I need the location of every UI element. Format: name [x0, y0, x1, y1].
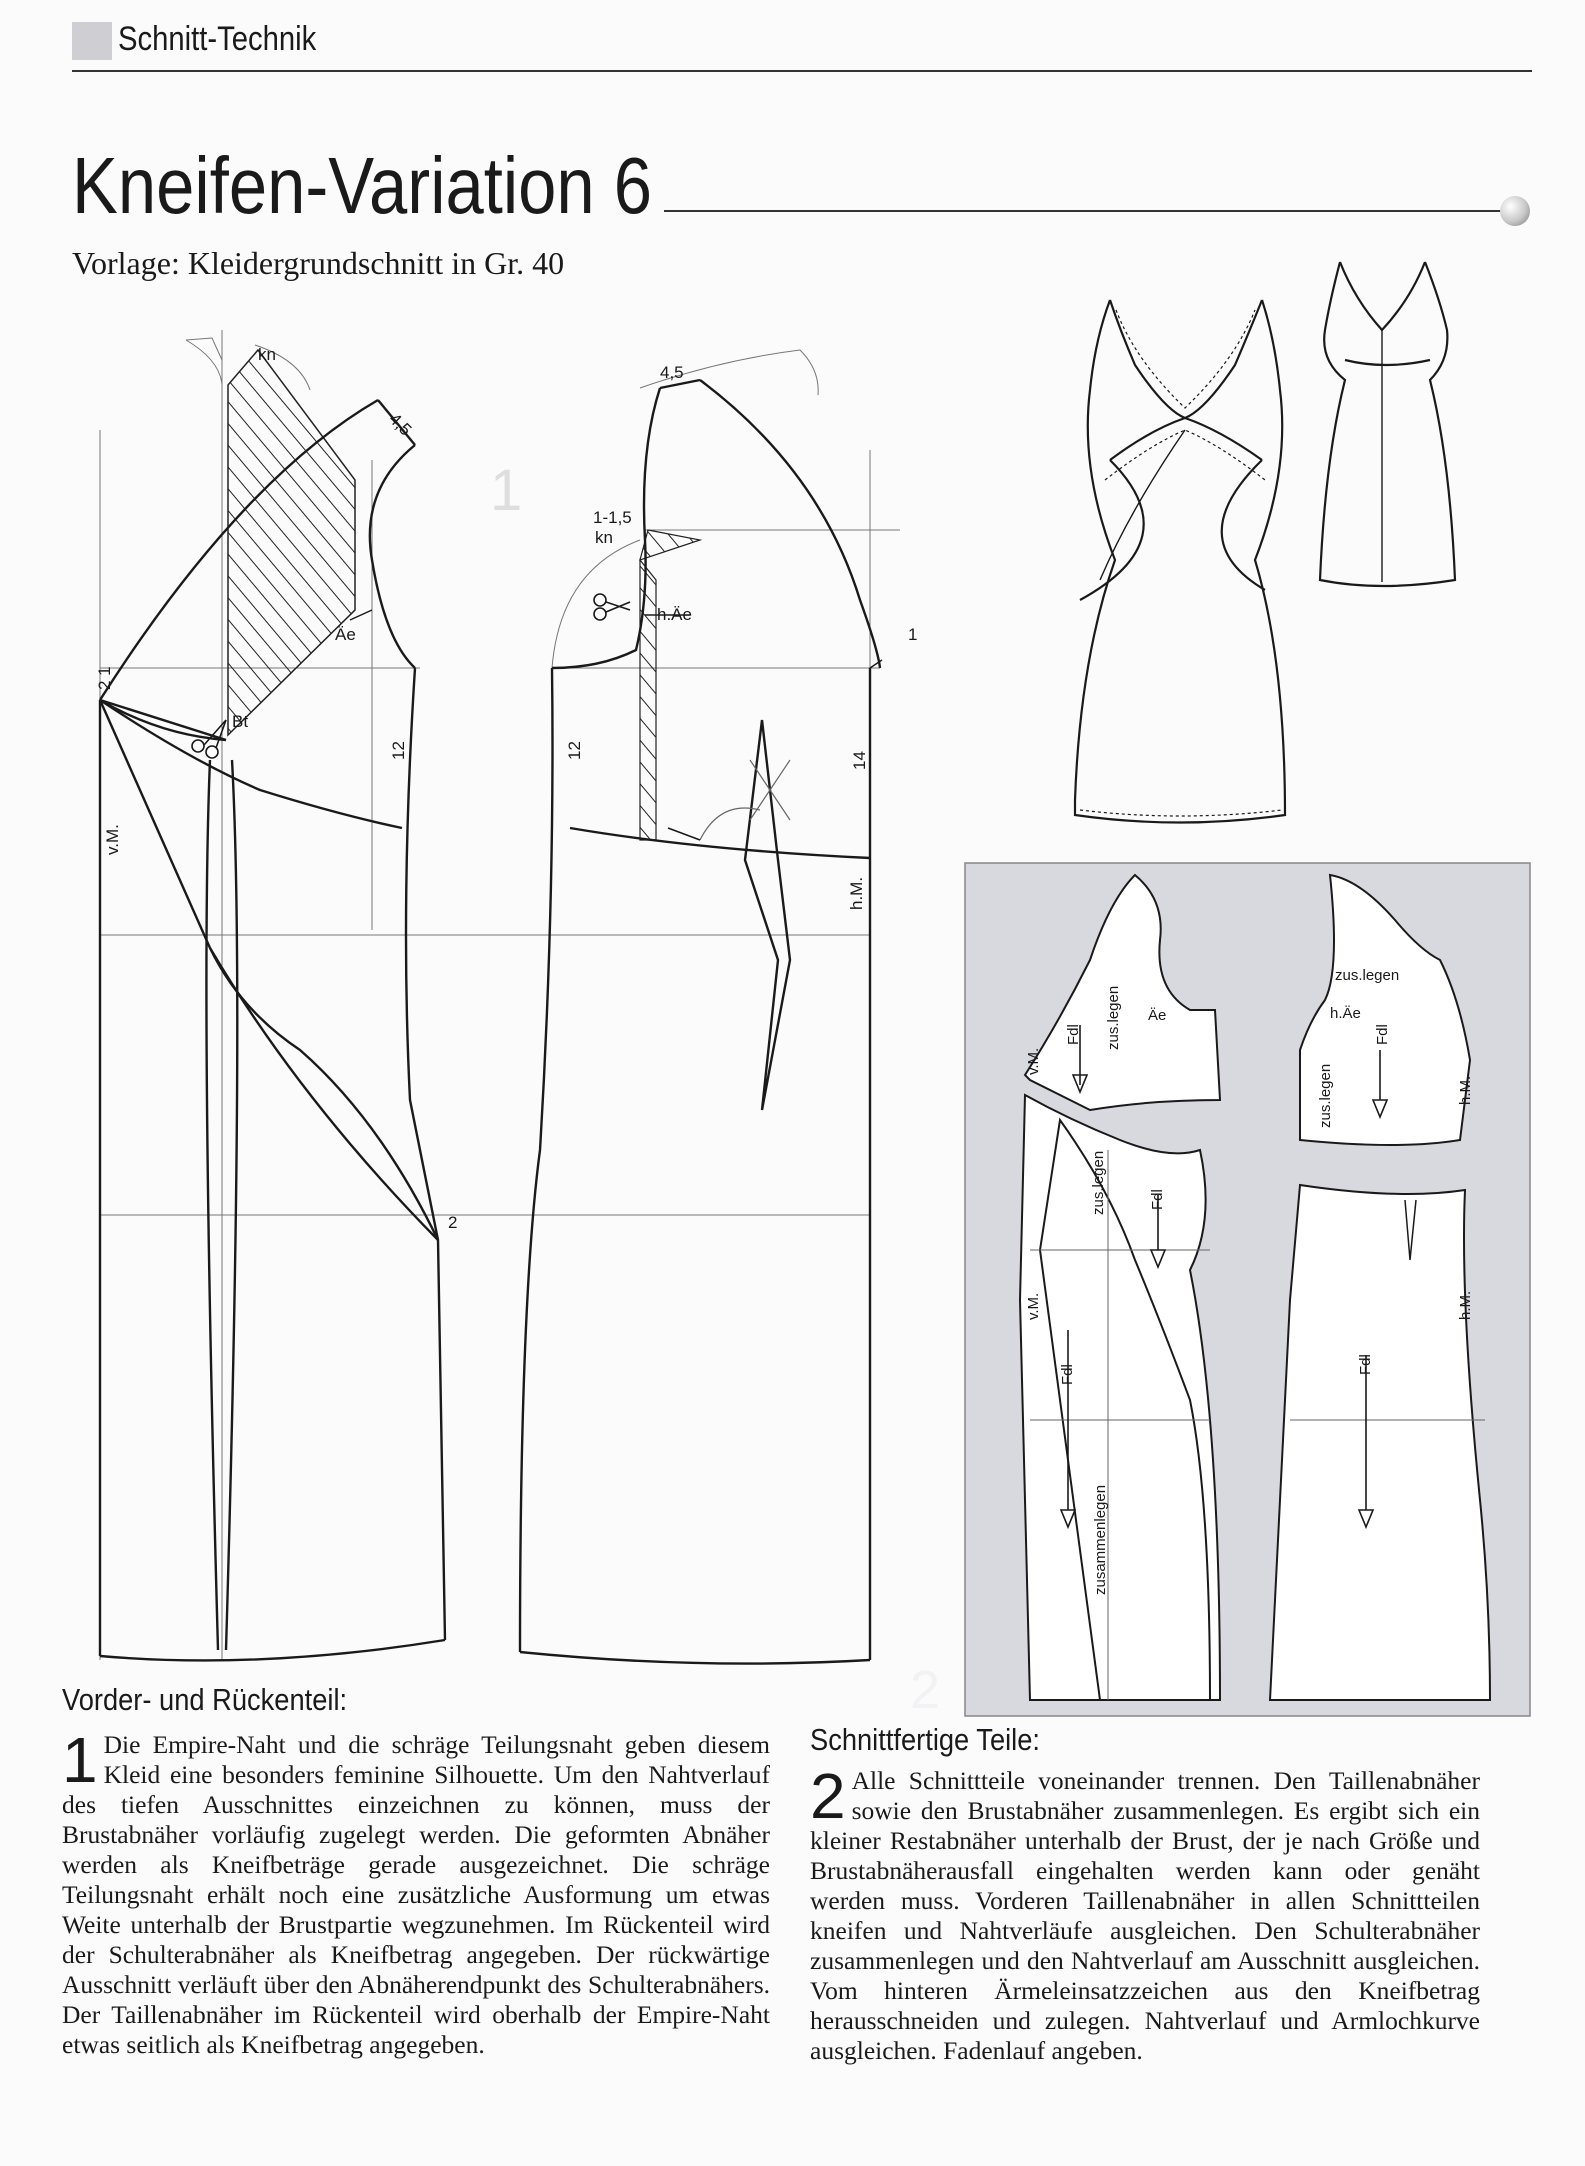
label-fdl-1: Fdl — [1065, 1024, 1082, 1045]
section2-text: Alle Schnittteile voneinander trennen. Den Taillenabnäher sowie den Brustabnäher zusammenlegen. Es ergibt sich ein kleiner Restabnäher unterhalb der Brust, der je nach Größe und Brustabnäherausfall eingehalten werden kann oder genäht werden muss. Vorderen Taillenabnäher in allen Schnittteilen kneifen und Nahtverläufe ausgleichen. Den Schulterabnäher zusammenlegen und den Nahtverlauf am Ausschnitt ausgleichen. Vom hinteren Ärmeleinsatzzeichen aus den Kneifbetrag herausschneiden und zulegen. Nahtverlauf und Armlochkurve ausgleichen. Fadenlauf angeben. — [810, 1766, 1480, 2065]
label-zuslegen-1: zus.legen — [1105, 985, 1122, 1050]
label-hm-piece-2: h.M. — [1457, 1290, 1474, 1320]
label-hae: h.Äe — [657, 605, 692, 624]
label-kn: kn — [258, 345, 276, 364]
label-zuslegen-2: zus.legen — [1335, 967, 1400, 984]
section1-text: Die Empire-Naht und die schräge Teilungsnaht geben diesem Kleid eine besonders feminine Silhouette. Um den Nahtverlauf des tiefen Ausschnittes einzeichnen zu können, muss der Brustabnäher vorläufig zugelegt werden. Die geformten Abnäher werden als Kneifbeträge gerade ausgezeichnet. Die schräge Teilungsnaht erhält noch eine zusätzliche Ausformung um etwas Weite unterhalb der Brustpartie wegzunehmen. Im Rückenteil wird der Schulterabnäher als Kneifbetrag angegeben. Der rückwärtige Ausschnitt verläuft über den Abnäherendpunkt des Schulterabnähers. Der Taillenabnäher im Rückenteil wird oberhalb der Empire-Naht etwas seitlich als Kneifbetrag angegeben. — [62, 1730, 770, 2059]
label-zusammenlegen: zusammenlegen — [1092, 1484, 1109, 1595]
page-title: Kneifen-Variation 6 — [72, 141, 653, 230]
section1-number: 1 — [62, 1724, 98, 1796]
label-1-1-5: 1-1,5 — [593, 508, 632, 527]
dress-back-illustration — [1320, 262, 1455, 586]
label-fdl-3: Fdl — [1149, 1189, 1166, 1210]
pieces-panel — [965, 863, 1530, 1716]
section2-heading: Schnittfertige Teile: — [810, 1722, 1040, 1757]
label-1: 1 — [908, 625, 918, 644]
section1-paragraph — [62, 1724, 770, 2060]
scissors-icon — [594, 594, 630, 620]
section2-paragraph — [810, 1760, 1480, 2066]
back-lower-piece — [1270, 1185, 1490, 1700]
label-4-5-front: 4,5 — [385, 409, 416, 440]
label-kn-back: kn — [595, 528, 613, 547]
section1-heading: Vorder- und Rückenteil: — [62, 1682, 348, 1717]
dress-front-illustration — [1075, 300, 1285, 823]
label-hm-back: h.M. — [847, 876, 866, 910]
label-4-5-back: 4,5 — [660, 363, 684, 382]
label-2-1: 2 1 — [95, 666, 114, 690]
back-pattern — [520, 350, 900, 1664]
section-header: Schnitt-Technik — [118, 20, 317, 58]
label-hae-piece: h.Äe — [1330, 1005, 1361, 1022]
label-ae: Äe — [335, 625, 356, 644]
label-bt: Bt — [232, 712, 249, 731]
label-fdl-4: Fdl — [1059, 1364, 1076, 1385]
label-vm-front: v.M. — [103, 824, 122, 855]
label-vm-piece-1: v.M. — [1025, 1047, 1042, 1075]
page-subtitle: Vorlage: Kleidergrundschnitt in Gr. 40 — [72, 245, 565, 281]
label-vm-piece-2: v.M. — [1025, 1292, 1042, 1320]
label-12-front: 12 — [389, 741, 408, 760]
label-14: 14 — [850, 751, 869, 770]
label-2: 2 — [448, 1213, 458, 1232]
figure-number-1: 1 — [490, 458, 523, 523]
section2-number: 2 — [810, 1760, 846, 1832]
label-fdl-2: Fdl — [1374, 1024, 1391, 1045]
label-zuslegen-4: zus.legen — [1090, 1150, 1107, 1215]
label-fdl-5: Fdl — [1357, 1354, 1374, 1375]
label-hm-piece-1: h.M. — [1457, 1075, 1474, 1105]
label-12-back: 12 — [565, 741, 584, 760]
figure-number-2: 2 — [910, 1660, 941, 1720]
label-ae-piece: Äe — [1148, 1007, 1167, 1024]
label-zuslegen-3: zus.legen — [1317, 1063, 1334, 1128]
